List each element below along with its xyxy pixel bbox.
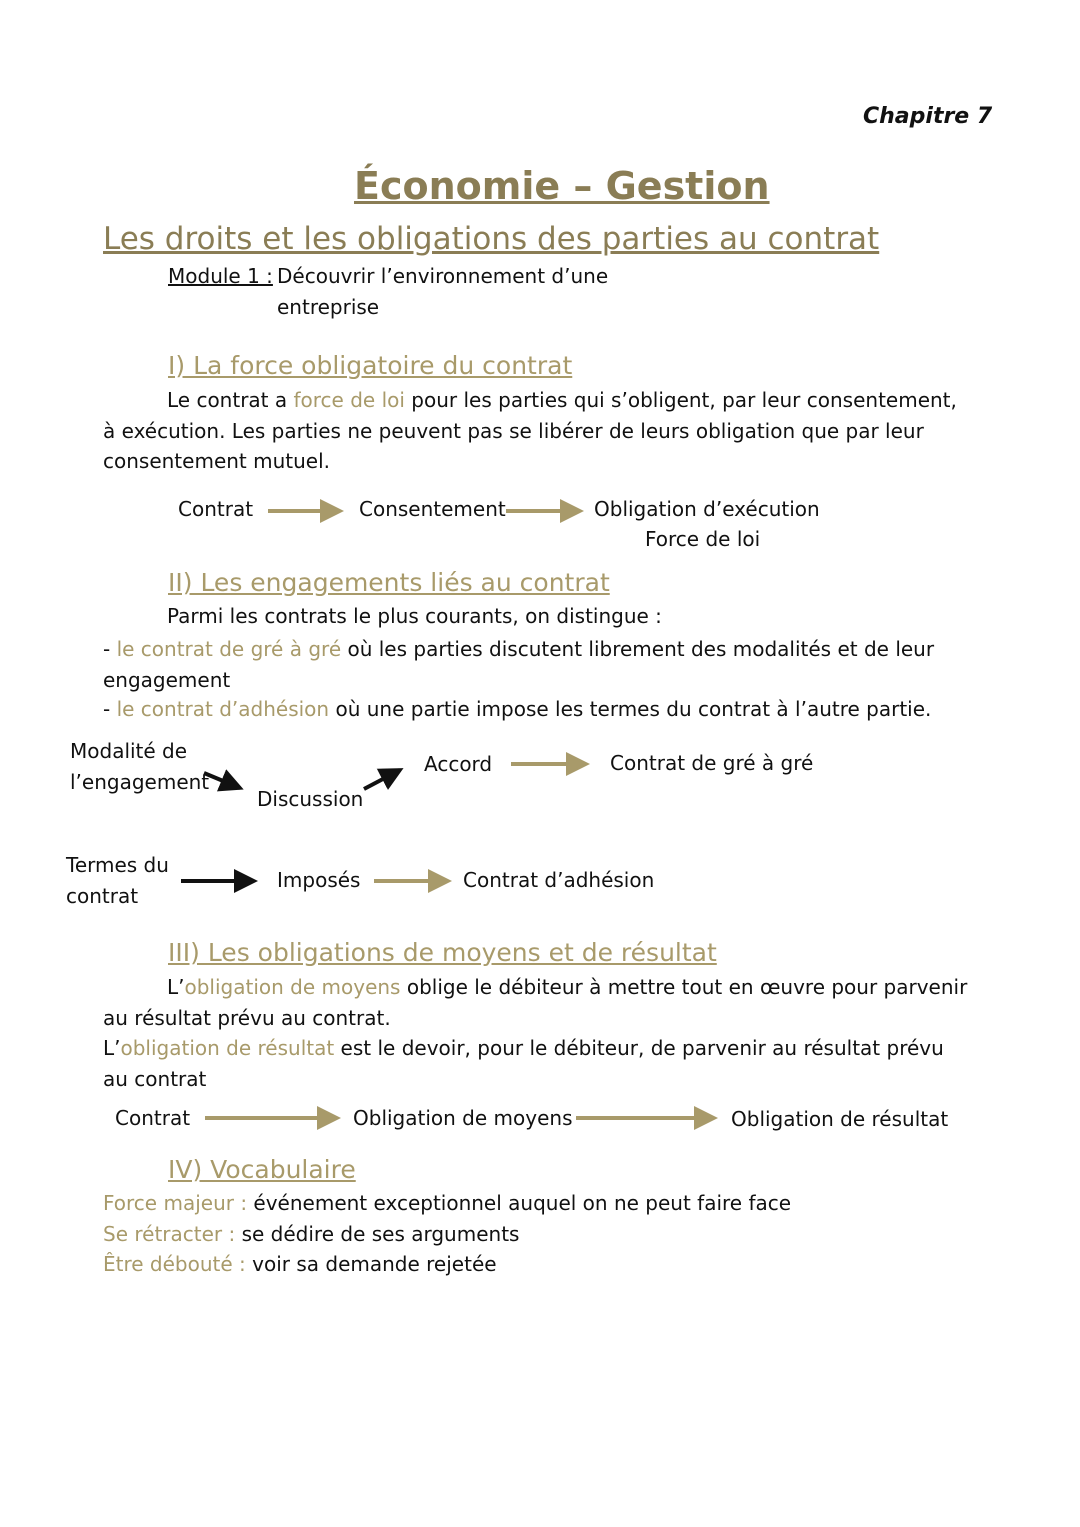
diagram2-gre-a-gre: Contrat de gré à gré xyxy=(610,751,814,775)
section3-paragraph1: L’obligation de moyens oblige le débiteur à mettre tout en œuvre pour parvenir au résultat prévu au contrat. xyxy=(103,975,968,1030)
obligation-moyens-highlight: obligation de moyens xyxy=(184,975,401,999)
arrow-discussion-accord xyxy=(364,770,400,789)
chapter-label: Chapitre 7 xyxy=(863,104,993,129)
diagram2-accord: Accord xyxy=(424,752,493,776)
section1-heading: I) La force obligatoire du contrat xyxy=(168,351,573,380)
vocab-definition: voir sa demande rejetée xyxy=(245,1252,497,1276)
section2-intro: Parmi les contrats le plus courants, on distingue : xyxy=(167,604,662,628)
diagram1-contrat: Contrat xyxy=(178,497,254,521)
vocab-term: Se rétracter : xyxy=(103,1222,236,1246)
diagram3-obligation-resultat: Obligation de résultat xyxy=(731,1107,949,1131)
diagram2-termes-line2: contrat xyxy=(66,884,139,908)
diagram2-adhesion: Contrat d’adhésion xyxy=(463,868,655,892)
page-title: Économie – Gestion xyxy=(354,164,770,208)
diagram1-consentement: Consentement xyxy=(359,497,506,521)
diagram1-obligation-execution: Obligation d’exécution xyxy=(594,497,820,521)
section1-paragraph: Le contrat a force de loi pour les parties qui s’obligent, par leur consentement, à exécution. Les parties ne peuvent pas se libérer de leurs obligation que par leur consentement mutuel. xyxy=(103,388,957,473)
vocab-term: Force majeur : xyxy=(103,1191,248,1215)
diagram2-modalite-line2: l’engagement xyxy=(70,770,210,794)
section3-paragraph2: L’obligation de résultat est le devoir, pour le débiteur, de parvenir au résultat prévu au contrat xyxy=(103,1036,944,1091)
diagram3-obligation-moyens: Obligation de moyens xyxy=(353,1106,573,1130)
adhesion-highlight: le contrat d’adhésion xyxy=(116,697,330,721)
section3-heading: III) Les obligations de moyens et de résultat xyxy=(168,938,717,967)
section4-heading: IV) Vocabulaire xyxy=(168,1155,356,1184)
diagram2-imposes: Imposés xyxy=(277,868,361,892)
force-de-loi-highlight: force de loi xyxy=(293,388,405,412)
arrow-modalite-discussion xyxy=(204,773,240,788)
module-label: Module 1 : xyxy=(168,264,273,288)
vocab-definition: se dédire de ses arguments xyxy=(235,1222,520,1246)
section2-item2: - le contrat d’adhésion où une partie impose les termes du contrat à l’autre partie. xyxy=(103,697,932,721)
diagram1-force-de-loi: Force de loi xyxy=(645,527,761,551)
gre-a-gre-highlight: le contrat de gré à gré xyxy=(116,637,342,661)
obligation-resultat-highlight: obligation de résultat xyxy=(120,1036,335,1060)
vocab-term: Être débouté : xyxy=(103,1252,246,1276)
section2-item1: - le contrat de gré à gré où les parties discutent librement des modalités et de leur engagement xyxy=(103,637,935,692)
module-text-line1: Découvrir l’environnement d’une xyxy=(277,264,609,288)
section2-heading: II) Les engagements liés au contrat xyxy=(168,568,610,597)
diagram2-modalite-line1: Modalité de xyxy=(70,739,188,763)
diagram2-discussion: Discussion xyxy=(257,787,364,811)
vocab-definition: événement exceptionnel auquel on ne peut faire face xyxy=(247,1191,792,1215)
module-text-line2: entreprise xyxy=(277,295,380,319)
diagram2-termes-line1: Termes du xyxy=(66,853,169,877)
page-subtitle: Les droits et les obligations des parties au contrat xyxy=(103,221,880,257)
diagram3-contrat: Contrat xyxy=(115,1106,191,1130)
